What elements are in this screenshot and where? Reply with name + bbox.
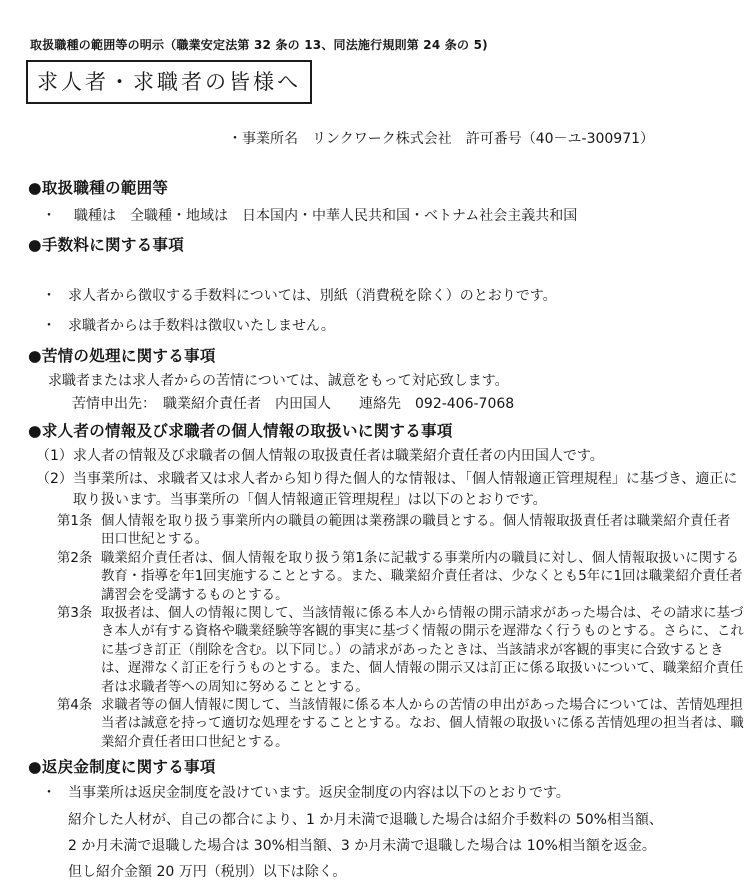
bullet-marker: ・: [42, 208, 56, 224]
article-3-text: 取扱者は、個人の情報に関して、当該情報に係る本人から情報の開示請求があった場合は、その請求に基づき本人が有する資格や職業経験等客観的事実に基づく情報の開示を遅滞なく行うものとする。さらに、これに基づき訂正（削除を含む。以下同じ。）の請求があったときは、当該請求が客観的事実に合致するときは、遅滞なく訂正を行うものとする。また、個人情報の開示又は訂正に係る取扱いについて、職業紹介責任者は求職者等への周知に努めることとする。: [101, 606, 744, 695]
refund-detail-line-3: 但し紹介金額 20 万円（税別）以下は除く。: [68, 864, 347, 881]
article-4-text: 求職者等の個人情報に関して、当該情報に係る本人からの苦情の申出があった場合については、苦情処理担当者は誠意を持って適切な処理をすることとする。なお、個人情報の取扱いに係る苦情処理の担当者は、職業紹介責任者田口世紀とする。: [101, 698, 744, 750]
article-1-label: 第1条: [57, 514, 93, 529]
complaints-policy-line: 求職者または求人者からの苦情については、誠意をもって対応致します。: [48, 373, 509, 389]
refund-intro-row: [42, 783, 744, 803]
document-page: [0, 36, 750, 896]
personal-info-item-2: [36, 469, 744, 511]
fees-jobseeker-row: [42, 316, 744, 336]
article-2-text: 職業紹介責任者は、個人情報を取り扱う第1条に記載する事業所内の職員に対し、個人情報取扱いに関する教育・指導を年1回実施することとする。また、職業紹介責任者は、少なくとも5年に1回は職業紹介責任者講習会を受講するものとする。: [101, 550, 743, 603]
office-name-line: ・事業所名 リンクワーク株式会社 許可番号（40－ユ-300971）: [228, 131, 655, 147]
fees-employer-row: [42, 286, 744, 306]
section-scope-heading: ●取扱職種の範囲等: [28, 179, 169, 197]
section-refund-heading: ●返戻金制度に関する事項: [28, 758, 216, 777]
refund-details: [68, 807, 744, 885]
personal-info-item-1: [36, 446, 744, 467]
section-fees-heading: ●手数料に関する事項: [28, 236, 185, 254]
legal-reference-note: 取扱職種の範囲等の明示（職業安定法第 32 条の 13、同法施行規則第 24 条の 5): [30, 38, 488, 52]
article-1-text: 個人情報を取り扱う事業所内の職員の範囲は業務課の職員とする。個人情報取扱責任者は職業紹介責任者 田口世紀とする。: [101, 514, 744, 548]
article-4: [57, 697, 744, 752]
document-title: 求人者・求職者の皆様へ: [26, 60, 312, 104]
article-1: [57, 513, 744, 550]
article-3: [57, 605, 744, 697]
fees-employer-text: 求人者から徴収する手数料については、別紙（消費税を除く）のとおりです。: [68, 288, 557, 304]
bullet-marker: ・: [42, 318, 56, 334]
privacy-rules-articles: [0, 513, 744, 752]
article-2-label: 第2条: [57, 550, 93, 566]
item-1-text: 求人者の情報及び求職者の個人情報の取扱責任者は職業紹介責任者の内田国人です。: [72, 448, 604, 464]
scope-occupation-row: [42, 206, 744, 226]
bullet-marker: ・: [42, 288, 56, 304]
item-1-label: （1）: [36, 448, 73, 464]
refund-detail-line-1: 紹介した人材が、自己の都合により、1 か月未満で退職した場合は紹介手数料の 50%相当額、: [68, 812, 663, 829]
article-3-label: 第3条: [57, 606, 93, 622]
section-personal-info-heading: ●求人者の情報及び求職者の個人情報の取扱いに関する事項: [28, 422, 453, 440]
article-2: [57, 550, 744, 605]
document-title-row: [26, 60, 744, 104]
refund-detail-line-2: 2 か月未満で退職した場合は 30%相当額、3 か月未満で退職した場合は 10%相当額を返金。: [68, 838, 656, 855]
bullet-marker: ・: [42, 785, 56, 802]
scope-occupation-text: 職種は 全職種・地域は 日本国内・中華人民共和国・ベトナム社会主義共和国: [74, 208, 578, 224]
section-complaints-heading: ●苦情の処理に関する事項: [28, 347, 216, 365]
article-4-label: 第4条: [57, 698, 93, 714]
item-2-label: （2）: [36, 471, 73, 487]
item-2-text: 当事業所は、求職者又は求人者から知り得た個人的な情報は、「個人情報適正管理規程」に基づき、適正に取り扱います。当事業所の「個人情報適正管理規程」は以下のとおりです。: [72, 471, 738, 508]
refund-intro-text: 当事業所は返戻金制度を設けています。返戻金制度の内容は以下のとおりです。: [68, 785, 570, 802]
fees-jobseeker-text: 求職者からは手数料は徴収いたしません。: [68, 318, 335, 334]
complaints-contact-line: 苦情申出先： 職業紹介責任者 内田国人 連絡先 092-406-7068: [72, 396, 515, 412]
